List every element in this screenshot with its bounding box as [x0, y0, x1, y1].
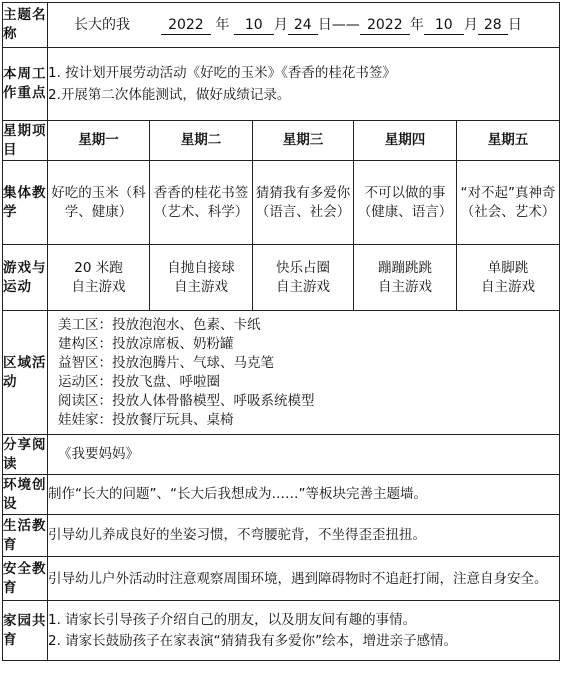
- games-label: 游戏与运动: [3, 245, 48, 311]
- end-month: 10: [424, 16, 464, 35]
- focus-cell: [48, 48, 560, 121]
- areas-label: 区域活动: [3, 311, 48, 435]
- weekday-label: 星期项目: [3, 121, 48, 161]
- game-wednesday: [253, 245, 354, 311]
- day-wednesday: 星期三: [253, 121, 354, 161]
- game-free-play: 自主游戏: [276, 278, 330, 295]
- group-activity-thursday: 不可以做的事（健康、语言）: [354, 161, 457, 245]
- group-activity-wednesday: 猜猜我有多爱你（语言、社会）: [253, 161, 354, 245]
- safety-label: 安全教育: [3, 557, 48, 601]
- month-word-2: 月: [463, 16, 478, 33]
- day-tuesday: 星期二: [150, 121, 253, 161]
- theme-cell: [48, 3, 560, 48]
- area-line: 娃娃家：投放餐厅玩具、桌椅: [58, 411, 234, 428]
- game-tuesday: [150, 245, 253, 311]
- home-line-2: 2. 请家长鼓励孩子在家表演“猜猜我有多爱你”绘本，增进亲子感情。: [48, 632, 458, 649]
- group-activity-monday: 好吃的玉米（科学、健康）: [48, 161, 150, 245]
- environment-text: 制作“长大的问题”、“长大后我想成为……”等板块完善主题墙。: [48, 475, 560, 515]
- home-line-1: 1. 请家长引导孩子介绍自己的朋友，以及朋友间有趣的事情。: [48, 611, 417, 628]
- game-free-play: 自主游戏: [378, 278, 432, 295]
- home-row: [3, 601, 560, 661]
- group-teaching-row: [3, 161, 560, 245]
- start-month: 10: [234, 16, 274, 35]
- area-line: 美工区：投放泡泡水、色素、卡纸: [58, 316, 261, 333]
- area-line: 益智区：投放泡腾片、气球、马克笔: [58, 354, 274, 371]
- day-word: 日: [507, 16, 522, 33]
- area-line: 运动区：投放飞盘、呼啦圈: [58, 373, 220, 390]
- safety-row: [3, 557, 560, 601]
- game-free-play: 自主游戏: [71, 278, 126, 295]
- reading-text: 《我要妈妈》: [48, 435, 560, 475]
- focus-row: [3, 48, 560, 121]
- end-year: 2022: [360, 16, 410, 35]
- game-friday: [457, 245, 560, 311]
- theme-label: 主题名称: [3, 3, 48, 48]
- game-name: 自抛自接球: [167, 259, 235, 276]
- game-name: 蹦蹦跳跳: [378, 259, 432, 276]
- day-thursday: 星期四: [354, 121, 457, 161]
- weekly-plan-table: [2, 2, 560, 661]
- games-row: [3, 245, 560, 311]
- group-activity-tuesday: 香香的桂花书签（艺术、科学）: [150, 161, 253, 245]
- game-name: 20 米跑: [74, 259, 123, 276]
- day-separator: 日——: [317, 16, 360, 33]
- areas-row: [3, 311, 560, 435]
- reading-label: 分享阅读: [3, 435, 48, 475]
- game-name: 快乐占圈: [276, 259, 330, 276]
- end-day: 28: [478, 16, 508, 35]
- environment-label: 环境创设: [3, 475, 48, 515]
- home-cell: [48, 601, 560, 661]
- start-day: 24: [288, 16, 318, 35]
- theme-row: [3, 3, 560, 48]
- life-row: [3, 515, 560, 557]
- day-monday: 星期一: [48, 121, 150, 161]
- year-word-2: 年: [409, 16, 424, 33]
- weekday-row: [3, 121, 560, 161]
- game-free-play: 自主游戏: [174, 278, 228, 295]
- group-teaching-label: 集体教学: [3, 161, 48, 245]
- area-line: 阅读区：投放人体骨骼模型、呼吸系统模型: [58, 392, 315, 409]
- life-label: 生活教育: [3, 515, 48, 557]
- day-friday: 星期五: [457, 121, 560, 161]
- life-text: 引导幼儿养成良好的坐姿习惯，不弯腰驼背，不坐得歪歪扭扭。: [48, 515, 560, 557]
- group-activity-friday: “对不起”真神奇（社会、艺术）: [457, 161, 560, 245]
- areas-cell: [48, 311, 560, 435]
- year-word: 年: [215, 16, 230, 33]
- focus-line-2: 2.开展第二次体能测试，做好成绩记录。: [48, 87, 291, 103]
- theme-name: 长大的我: [74, 16, 130, 33]
- game-name: 单脚跳: [487, 259, 529, 276]
- game-thursday: [354, 245, 457, 311]
- game-monday: [48, 245, 150, 311]
- focus-label: 本周工作重点: [3, 48, 48, 121]
- game-free-play: 自主游戏: [481, 278, 536, 295]
- focus-line-1: 1. 按计划开展劳动活动《好吃的玉米》《香香的桂花书签》: [48, 65, 396, 81]
- reading-row: [3, 435, 560, 475]
- area-line: 建构区：投放凉席板、奶粉罐: [58, 335, 234, 352]
- month-word: 月: [273, 16, 288, 33]
- safety-text: 引导幼儿户外活动时注意观察周围环境，遇到障碍物时不追赶打闹，注意自身安全。: [48, 557, 560, 601]
- start-year: 2022: [161, 16, 211, 35]
- home-label: 家园共育: [3, 601, 48, 661]
- environment-row: [3, 475, 560, 515]
